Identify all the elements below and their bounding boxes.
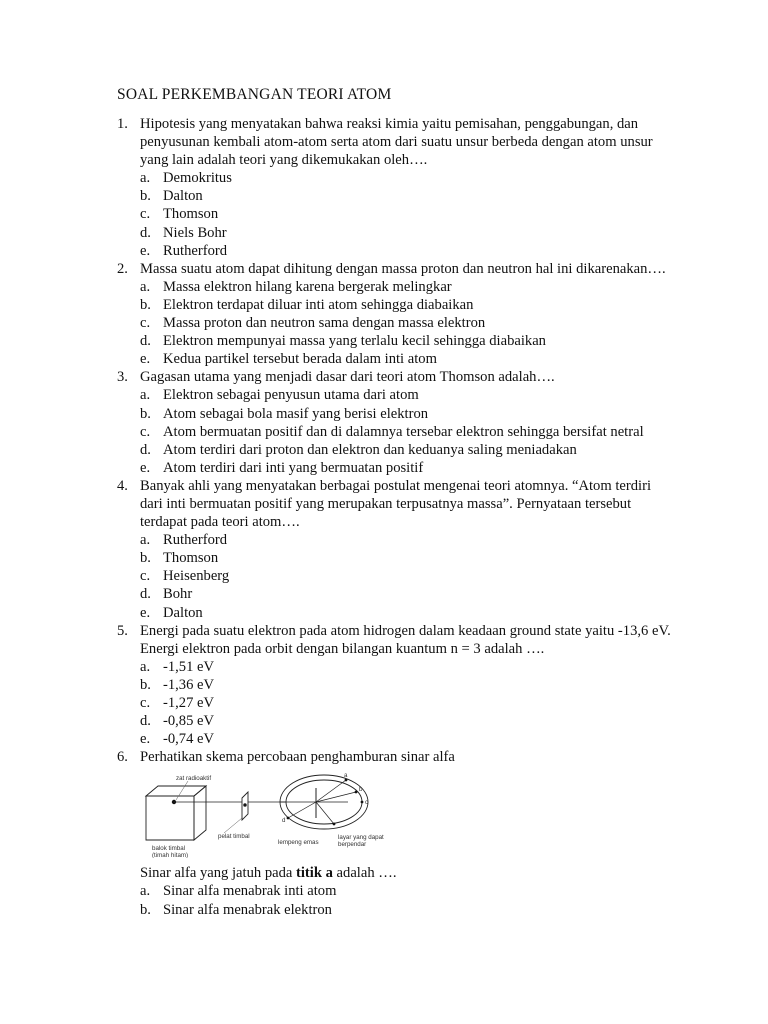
- option-letter: e.: [140, 459, 151, 476]
- option-text: Demokritus: [163, 170, 232, 187]
- option-c: [140, 205, 677, 223]
- option-text: Dalton: [163, 188, 203, 205]
- option-letter: e.: [140, 604, 151, 621]
- option-a: [140, 531, 677, 549]
- question-list: [117, 115, 677, 919]
- option-text: Atom bermuatan positif dan di dalamnya tersebar elektron sehingga bersifat netral: [163, 423, 644, 440]
- option-text: -0,85 eV: [163, 713, 215, 730]
- lead-plate: [242, 792, 248, 820]
- option-e: [140, 459, 677, 477]
- alpha-scattering-svg: [138, 772, 398, 858]
- label-point-a: a: [344, 772, 348, 780]
- option-letter: a.: [140, 170, 151, 187]
- option-text: Heisenberg: [163, 568, 230, 585]
- option-b: [140, 901, 677, 919]
- option-letter: c.: [140, 695, 151, 711]
- question-text: Gagasan utama yang menjadi dasar dari teori atom Thomson adalah….: [140, 369, 555, 386]
- option-text: Elektron sebagai penyusun utama dari atom: [163, 387, 419, 404]
- label-screen-sub: berpendar: [338, 841, 367, 849]
- question-number: 5.: [117, 622, 128, 639]
- option-d: [140, 332, 677, 350]
- option-letter: c.: [140, 315, 151, 332]
- option-e: [140, 350, 677, 368]
- option-text: Rutherford: [163, 532, 228, 549]
- option-text: -1,27 eV: [163, 695, 215, 711]
- question-number: 6.: [117, 749, 128, 766]
- question-5: [117, 622, 677, 749]
- option-text: Dalton: [163, 604, 203, 621]
- option-c: [140, 314, 677, 332]
- alpha-scattering-diagram: [138, 772, 398, 858]
- option-a: [140, 882, 677, 900]
- question-2: [117, 260, 677, 369]
- option-letter: c.: [140, 568, 151, 585]
- option-d: [140, 441, 677, 459]
- option-a: [140, 386, 677, 404]
- option-text: Atom terdiri dari proton dan elektron dan keduanya saling meniadakan: [163, 441, 577, 458]
- option-text: Bohr: [163, 586, 193, 603]
- option-text: Elektron mempunyai massa yang terlalu kecil sehingga diabaikan: [163, 333, 546, 350]
- label-lead-plate: pelat timbal: [218, 833, 250, 841]
- question-number: 2.: [117, 260, 128, 277]
- option-a: [140, 169, 677, 187]
- option-letter: a.: [140, 532, 151, 549]
- option-c: [140, 567, 677, 585]
- option-letter: c.: [140, 206, 151, 223]
- option-b: [140, 676, 677, 694]
- question-stem: [140, 864, 677, 882]
- option-text: Atom sebagai bola masif yang berisi elektron: [163, 405, 429, 422]
- option-letter: e.: [140, 351, 151, 368]
- stem-after: adalah ….: [332, 865, 397, 882]
- option-letter: b.: [140, 901, 151, 918]
- question-6: [117, 748, 677, 918]
- option-letter: e.: [140, 242, 151, 259]
- option-text: Niels Bohr: [163, 224, 227, 241]
- option-a: [140, 658, 677, 676]
- option-letter: b.: [140, 188, 151, 205]
- page-title: SOAL PERKEMBANGAN TEORI ATOM: [117, 86, 392, 103]
- option-b: [140, 549, 677, 567]
- option-text: Sinar alfa menabrak elektron: [163, 901, 332, 918]
- option-e: [140, 730, 677, 748]
- option-letter: b.: [140, 676, 151, 693]
- question-3: [117, 368, 677, 477]
- label-gold-foil: lempeng emas: [278, 839, 319, 847]
- option-letter: b.: [140, 405, 151, 422]
- option-letter: b.: [140, 296, 151, 313]
- option-d: [140, 712, 677, 730]
- option-text: Thomson: [163, 550, 219, 567]
- option-d: [140, 585, 677, 603]
- stem-before: Sinar alfa yang jatuh pada: [140, 865, 297, 882]
- option-text: Rutherford: [163, 242, 228, 259]
- option-b: [140, 187, 677, 205]
- option-letter: d.: [140, 224, 151, 241]
- option-letter: c.: [140, 423, 151, 440]
- option-b: [140, 405, 677, 423]
- question-text: Perhatikan skema percobaan penghamburan sinar alfa: [140, 749, 455, 766]
- label-radioactive-source: zat radioaktif: [176, 775, 212, 783]
- option-e: [140, 242, 677, 260]
- option-text: Elektron terdapat diluar inti atom sehingga diabaikan: [163, 296, 474, 313]
- option-letter: d.: [140, 713, 151, 730]
- option-letter: a.: [140, 387, 151, 404]
- question-1: [117, 115, 677, 260]
- question-text: Banyak ahli yang menyatakan berbagai postulat mengenai teori atomnya. “Atom terdiri dari inti bermuatan positif yang merupakan terpusatnya massa”. Pernyataan tersebut terdapat pada teori atom….: [140, 477, 652, 531]
- option-d: [140, 224, 677, 242]
- option-letter: a.: [140, 658, 151, 675]
- label-screen: layar yang dapat: [338, 834, 384, 842]
- question-number: 4.: [117, 477, 128, 494]
- label-point-b: b: [359, 786, 363, 794]
- question-number: 3.: [117, 369, 128, 386]
- option-letter: a.: [140, 278, 151, 295]
- option-text: Thomson: [163, 206, 219, 223]
- option-b: [140, 296, 677, 314]
- label-point-c: c: [365, 799, 369, 807]
- option-a: [140, 278, 677, 296]
- option-text: Massa elektron hilang karena bergerak melingkar: [163, 278, 452, 295]
- option-letter: b.: [140, 550, 151, 567]
- option-text: -1,36 eV: [163, 676, 215, 693]
- option-letter: e.: [140, 731, 151, 748]
- option-letter: d.: [140, 586, 151, 603]
- option-text: Massa proton dan neutron sama dengan massa elektron: [163, 315, 486, 332]
- option-c: [140, 423, 677, 441]
- question-number: 1.: [117, 116, 128, 132]
- label-point-d: d: [282, 817, 286, 825]
- question-text: Hipotesis yang menyatakan bahwa reaksi kimia yaitu pemisahan, penggabungan, dan penyusunan kembali atom-atom serta atom dari suatu unsur berbeda dengan atom unsur yang lain adalah teori yang dikemukakan oleh….: [140, 116, 653, 169]
- option-text: -1,51 eV: [163, 658, 215, 675]
- option-text: Kedua partikel tersebut berada dalam inti atom: [163, 351, 437, 368]
- lead-block: [146, 786, 206, 840]
- label-lead-block: balok timbal: [152, 845, 186, 853]
- question-4: [117, 477, 677, 622]
- option-e: [140, 604, 677, 622]
- option-c: [140, 694, 677, 712]
- question-text: Massa suatu atom dapat dihitung dengan massa proton dan neutron hal ini dikarenakan….: [140, 260, 666, 277]
- label-lead-block-sub: (timah hitam): [152, 852, 189, 859]
- option-letter: d.: [140, 333, 151, 350]
- option-letter: d.: [140, 441, 151, 458]
- option-text: Sinar alfa menabrak inti atom: [163, 883, 337, 900]
- option-letter: a.: [140, 883, 151, 900]
- question-text: Energi pada suatu elektron pada atom hidrogen dalam keadaan ground state yaitu -13,6 eV. Energi elektron pada orbit dengan bilangan kuantum n = 3 adalah ….: [140, 622, 671, 657]
- stem-bold: titik a: [296, 865, 333, 882]
- option-text: -0,74 eV: [163, 731, 215, 748]
- option-text: Atom terdiri dari inti yang bermuatan positif: [163, 459, 424, 476]
